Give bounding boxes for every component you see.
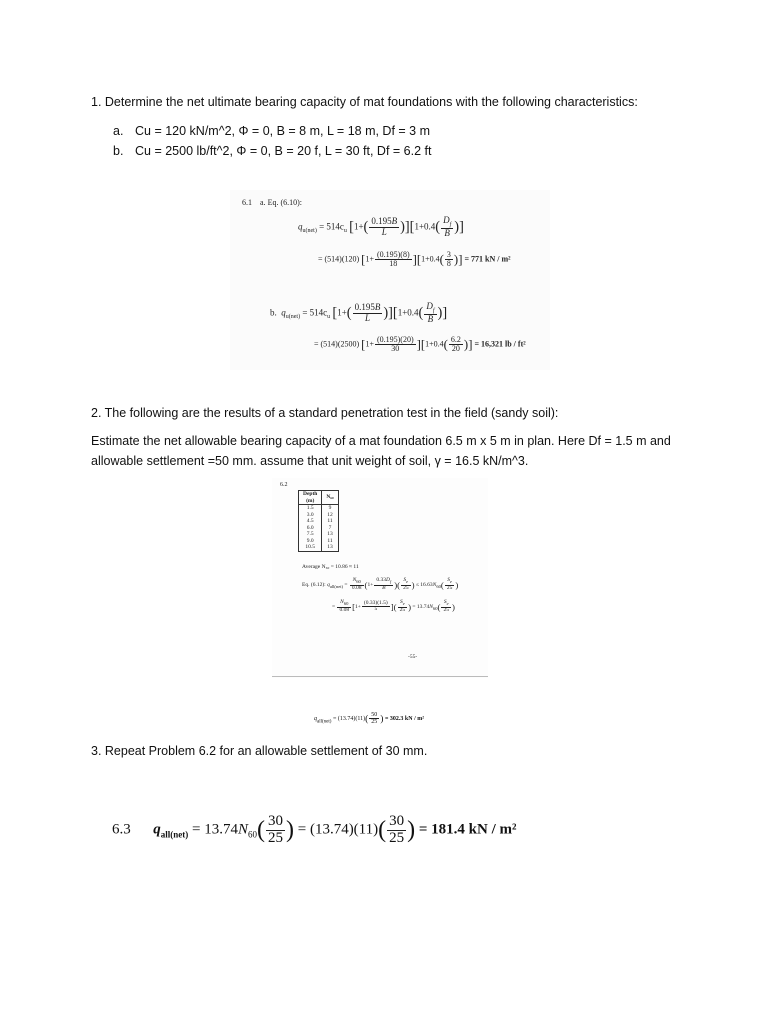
solution-6-2-image (272, 478, 488, 678)
table-row: 1.5 9 (299, 505, 339, 512)
list-item-label: a. (113, 124, 124, 138)
substitution-b-prefix: = (514)(2500) (314, 339, 360, 349)
table-row: 6.0 7 (299, 525, 339, 532)
page-number: -55- (408, 654, 418, 660)
column-header-depth: Depth (m) (299, 491, 322, 505)
solution-6-1-image (230, 190, 550, 370)
result-a: = 771 kN / m² (464, 254, 511, 264)
solution-6-3: 6.3 $q_{all(net)} = 13.74N_{60}$( $\frac{30}{25}$ ) = (13.74)(11)( $\frac{30}{25}$ ) = 181.4 kN / m² (112, 813, 517, 846)
solution-number: 6.1 (242, 198, 252, 207)
table-row: 4.5 11 (299, 518, 339, 525)
formula-6-12: Eq. (6.12): $q_{all(net)}$ = $\frac{N_{60}}{0.08}$ (1+ $\frac{0.33D_f}{B}$ )( $\frac{S_e}{25}$ ) ≤ $16.63N_{60}$( $\frac{S_e}{25}$ ) (302, 577, 459, 591)
spt-table (298, 490, 339, 552)
solution-number: 6.2 (280, 482, 288, 488)
table-row: 7.5 13 (299, 531, 339, 538)
average-n60: Average N₆₀ = 10.86 ≈ 11 (302, 564, 359, 570)
question-1-title: 1. Determine the net ultimate bearing capacity of mat foundations with the following characteristics: (91, 95, 638, 109)
table-row: 9.0 11 (299, 538, 339, 545)
result-b: = 16,321 lb / ft² (474, 339, 526, 349)
solution-number: 6.3 (112, 821, 131, 838)
list-item-text: Cu = 120 kN/m^2, Φ = 0, B = 8 m, L = 18 m, Df = 3 m (135, 124, 431, 138)
formula-a: $q_{u(net)} = 514c_u$ [1+( $\frac{0.195B}{L}$ )][1+0.4( $\frac{D_f}{B}$ )] (298, 215, 464, 239)
question-1-list (113, 121, 431, 161)
list-item-label: b. (113, 144, 124, 158)
part-label: b. (270, 307, 277, 318)
column-header-n60: N₆₀ (322, 491, 338, 505)
result-6-3: = 181.4 kN / m² (418, 821, 517, 838)
list-item (113, 121, 431, 141)
formula-b: b. $q_{u(net)} = 514c_u$ [1+( $\frac{0.195B}{L}$ )][1+0.4( $\frac{D_f}{B}$ )] (270, 301, 448, 325)
substitution-6-2: = $\frac{N_{60}}{0.08}$ [1+ $\frac{(0.33)(1.5)}{5}$ ]( $\frac{S_e}{25}$ ) = $13.74N_{60}$( $\frac{S_e}{25}$ ) (332, 599, 455, 613)
list-item (113, 141, 431, 161)
equation-reference: Eq. (6.12): (302, 582, 326, 589)
table-row: 3.0 12 (299, 512, 339, 519)
coef-text: = 514c (302, 307, 328, 318)
result-6-2: $q_{all(net)} = (13.74)(11)$( $\frac{50}{25}$ ) = 302.3 kN / m² (314, 712, 425, 726)
coef-text: = 514c (319, 221, 344, 232)
divider (272, 676, 488, 677)
result-6-2-value: = 302.3 kN / m² (385, 716, 425, 723)
substitution-b: = (514)(2500) [1+ $\frac{(0.195)(20)}{30}$ ][1+0.4( $\frac{6.2}{20}$ )] = 16,321 lb / ft² (314, 335, 526, 354)
question-2-body: Estimate the net allowable bearing capacity of a mat foundation 6.5 m x 5 m in plan. Here Df = 1.5 m and allowable settlement =50 mm. assume that unit weight of soil, γ = 16.5 kN/m^3. (91, 434, 671, 468)
part-label: a. (260, 198, 266, 207)
substitution-a-prefix: = (514)(120) (318, 254, 360, 264)
substitution-a: = (514)(120) [1+ $\frac{(0.195)(8)}{18}$ ][1+0.4( $\frac{3}{8}$ )] = 771 kN / m² (318, 250, 511, 269)
list-item-text: Cu = 2500 lb/ft^2, Φ = 0, B = 20 f, L = 30 ft, Df = 6.2 ft (135, 144, 432, 158)
question-3-title: 3. Repeat Problem 6.2 for an allowable settlement of 30 mm. (91, 744, 428, 758)
table-row: 10.5 13 (299, 544, 339, 551)
equation-reference: Eq. (6.10): (267, 198, 302, 207)
question-2-title: 2. The following are the results of a standard penetration test in the field (sandy soil): (91, 406, 559, 420)
